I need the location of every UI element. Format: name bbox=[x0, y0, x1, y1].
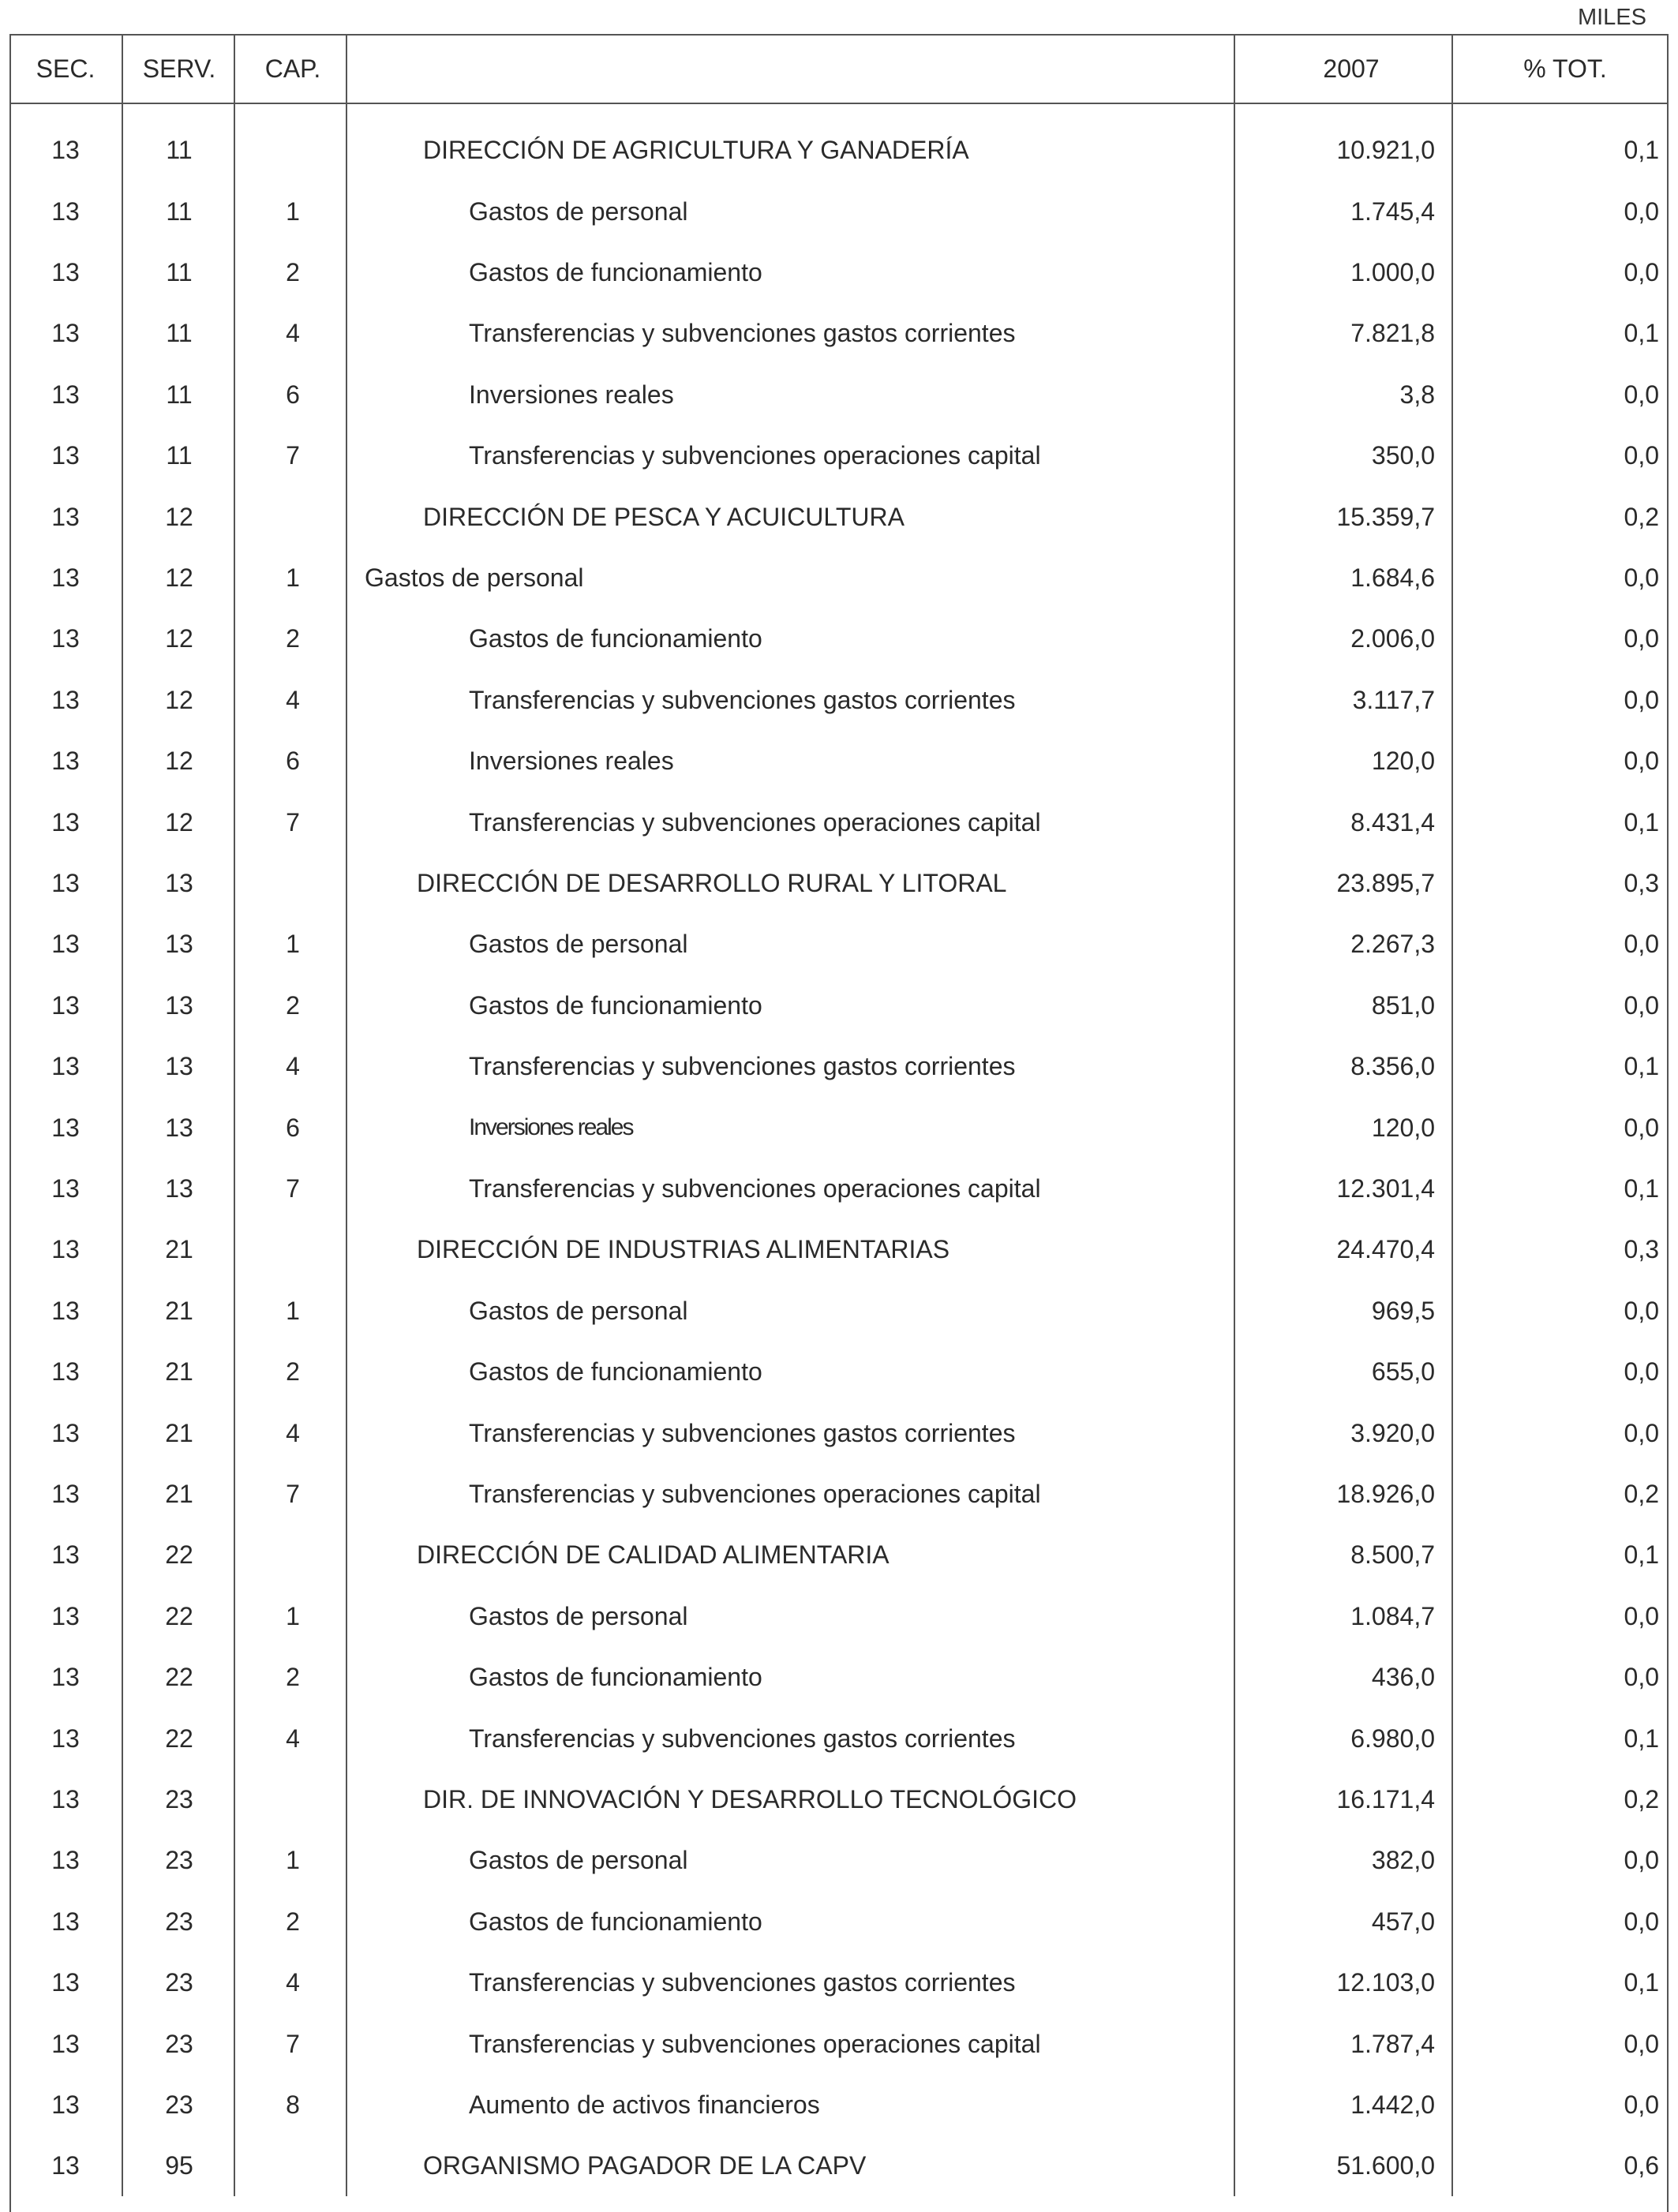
cell-cap: 7 bbox=[286, 2029, 300, 2058]
cell-percent: 0,0 bbox=[1624, 2090, 1659, 2119]
cell-serv: 13 bbox=[165, 868, 193, 897]
cell-description: Transferencias y subvenciones operaciones capital bbox=[469, 441, 1041, 470]
cell-cap: 1 bbox=[286, 1846, 300, 1875]
cell-percent: 0,1 bbox=[1624, 1968, 1659, 1997]
cell-amount: 24.470,4 bbox=[1336, 1235, 1435, 1264]
table-row bbox=[9, 486, 1669, 547]
cell-description: Gastos de personal bbox=[469, 196, 688, 226]
cell-description: Gastos de funcionamiento bbox=[469, 1663, 762, 1692]
cell-description: Transferencias y subvenciones gastos corrientes bbox=[469, 1418, 1016, 1447]
cell-description: ORGANISMO PAGADOR DE LA CAPV bbox=[423, 2151, 867, 2180]
cell-amount: 6.980,0 bbox=[1350, 1724, 1435, 1753]
cell-serv: 23 bbox=[165, 1846, 193, 1875]
cell-sec: 13 bbox=[51, 1540, 80, 1570]
cell-sec: 13 bbox=[51, 1357, 80, 1387]
cell-amount: 457,0 bbox=[1371, 1907, 1435, 1936]
cell-sec: 13 bbox=[51, 196, 80, 226]
cell-amount: 8.356,0 bbox=[1350, 1052, 1435, 1081]
table-row bbox=[9, 425, 1669, 486]
cell-cap: 7 bbox=[286, 807, 300, 837]
table-row bbox=[9, 1952, 1669, 2013]
cell-amount: 12.301,4 bbox=[1336, 1173, 1435, 1203]
cell-amount: 1.684,6 bbox=[1350, 563, 1435, 592]
cell-sec: 13 bbox=[51, 136, 80, 165]
cell-sec: 13 bbox=[51, 1479, 80, 1508]
table-row bbox=[9, 2075, 1669, 2135]
cell-serv: 12 bbox=[165, 502, 193, 531]
cell-amount: 8.431,4 bbox=[1350, 807, 1435, 837]
cell-description: Transferencias y subvenciones gastos corrientes bbox=[469, 685, 1016, 714]
cell-cap: 6 bbox=[286, 1113, 300, 1142]
cell-cap bbox=[237, 120, 349, 181]
cell-serv: 11 bbox=[166, 196, 193, 226]
header-pct: % TOT. bbox=[1523, 54, 1607, 83]
cell-percent: 0,0 bbox=[1624, 441, 1659, 470]
cell-sec: 13 bbox=[51, 2090, 80, 2119]
cell-percent: 0,1 bbox=[1624, 136, 1659, 165]
cell-cap: 6 bbox=[286, 747, 300, 776]
cell-amount: 1.000,0 bbox=[1350, 257, 1435, 286]
cell-sec: 13 bbox=[51, 380, 80, 409]
cell-serv: 11 bbox=[166, 441, 193, 470]
cell-description: Gastos de personal bbox=[365, 563, 584, 592]
cell-serv: 11 bbox=[166, 380, 193, 409]
cell-percent: 0,0 bbox=[1624, 1113, 1659, 1142]
cell-cap bbox=[237, 2135, 349, 2196]
table-row bbox=[9, 1158, 1669, 1219]
cell-percent: 0,0 bbox=[1624, 257, 1659, 286]
cell-amount: 51.600,0 bbox=[1336, 2151, 1435, 2180]
cell-description: Gastos de funcionamiento bbox=[469, 624, 762, 653]
cell-serv: 13 bbox=[165, 1173, 193, 1203]
cell-amount: 1.442,0 bbox=[1350, 2090, 1435, 2119]
cell-serv: 23 bbox=[165, 1784, 193, 1813]
table-row bbox=[9, 670, 1669, 731]
cell-sec: 13 bbox=[51, 930, 80, 959]
cell-amount: 851,0 bbox=[1371, 990, 1435, 1020]
cell-percent: 0,0 bbox=[1624, 1601, 1659, 1630]
cell-amount: 7.821,8 bbox=[1350, 319, 1435, 348]
cell-percent: 0,0 bbox=[1624, 380, 1659, 409]
cell-amount: 436,0 bbox=[1371, 1663, 1435, 1692]
cell-percent: 0,0 bbox=[1624, 1907, 1659, 1936]
cell-percent: 0,0 bbox=[1624, 2029, 1659, 2058]
cell-description: Gastos de personal bbox=[469, 930, 688, 959]
table-row bbox=[9, 1586, 1669, 1647]
table-row bbox=[9, 1830, 1669, 1891]
cell-sec: 13 bbox=[51, 1296, 80, 1325]
cell-cap: 4 bbox=[286, 319, 300, 348]
cell-amount: 8.500,7 bbox=[1350, 1540, 1435, 1570]
cell-description: Transferencias y subvenciones gastos corrientes bbox=[469, 1052, 1016, 1081]
cell-percent: 0,0 bbox=[1624, 1296, 1659, 1325]
table-row bbox=[9, 2135, 1669, 2196]
cell-description: Transferencias y subvenciones operaciones capital bbox=[469, 1173, 1041, 1203]
cell-amount: 1.787,4 bbox=[1350, 2029, 1435, 2058]
cell-sec: 13 bbox=[51, 2029, 80, 2058]
cell-cap: 4 bbox=[286, 1968, 300, 1997]
header-desc bbox=[350, 34, 1241, 103]
cell-cap: 8 bbox=[286, 2090, 300, 2119]
cell-cap: 7 bbox=[286, 1479, 300, 1508]
table-row bbox=[9, 1342, 1669, 1402]
cell-sec: 13 bbox=[51, 1907, 80, 1936]
cell-amount: 3.117,7 bbox=[1352, 685, 1435, 714]
table-row bbox=[9, 853, 1669, 914]
cell-sec: 13 bbox=[51, 807, 80, 837]
cell-cap: 1 bbox=[286, 930, 300, 959]
cell-description: Inversiones reales bbox=[469, 1114, 633, 1141]
cell-cap: 1 bbox=[286, 1601, 300, 1630]
table-row bbox=[9, 975, 1669, 1036]
header-sec: SEC. bbox=[36, 54, 96, 83]
cell-cap: 2 bbox=[286, 257, 300, 286]
table-row bbox=[9, 1036, 1669, 1097]
cell-sec: 13 bbox=[51, 2151, 80, 2180]
cell-description: Transferencias y subvenciones operaciones capital bbox=[469, 2029, 1041, 2058]
cell-amount: 3.920,0 bbox=[1350, 1418, 1435, 1447]
cell-percent: 0,0 bbox=[1624, 1357, 1659, 1387]
units-label: MILES bbox=[1577, 5, 1646, 30]
cell-sec: 13 bbox=[51, 868, 80, 897]
cell-cap: 2 bbox=[286, 624, 300, 653]
cell-sec: 13 bbox=[51, 319, 80, 348]
cell-amount: 10.921,0 bbox=[1336, 136, 1435, 165]
cell-amount: 18.926,0 bbox=[1336, 1479, 1435, 1508]
cell-amount: 12.103,0 bbox=[1336, 1968, 1435, 1997]
cell-cap: 2 bbox=[286, 990, 300, 1020]
cell-serv: 13 bbox=[165, 930, 193, 959]
cell-description: Gastos de funcionamiento bbox=[469, 257, 762, 286]
cell-amount: 2.267,3 bbox=[1350, 930, 1435, 959]
cell-serv: 21 bbox=[165, 1235, 193, 1264]
table-row bbox=[9, 242, 1669, 303]
cell-percent: 0,1 bbox=[1624, 807, 1659, 837]
cell-amount: 120,0 bbox=[1371, 1113, 1435, 1142]
cell-sec: 13 bbox=[51, 441, 80, 470]
cell-percent: 0,0 bbox=[1624, 990, 1659, 1020]
cell-description: DIRECCIÓN DE PESCA Y ACUICULTURA bbox=[423, 502, 905, 531]
cell-sec: 13 bbox=[51, 1113, 80, 1142]
cell-percent: 0,2 bbox=[1624, 1479, 1659, 1508]
table-row bbox=[9, 1647, 1669, 1708]
cell-amount: 1.084,7 bbox=[1350, 1601, 1435, 1630]
cell-sec: 13 bbox=[51, 1724, 80, 1753]
cell-cap: 1 bbox=[286, 563, 300, 592]
table-row bbox=[9, 2013, 1669, 2074]
table-row bbox=[9, 608, 1669, 669]
cell-serv: 23 bbox=[165, 2029, 193, 2058]
cell-serv: 23 bbox=[165, 1907, 193, 1936]
cell-description: DIRECCIÓN DE AGRICULTURA Y GANADERÍA bbox=[423, 136, 969, 165]
cell-serv: 22 bbox=[165, 1601, 193, 1630]
table-row bbox=[9, 1525, 1669, 1585]
table-row bbox=[9, 548, 1669, 608]
table-row bbox=[9, 120, 1669, 181]
cell-cap: 4 bbox=[286, 1052, 300, 1081]
cell-serv: 21 bbox=[165, 1357, 193, 1387]
cell-percent: 0,1 bbox=[1624, 1724, 1659, 1753]
cell-percent: 0,0 bbox=[1624, 563, 1659, 592]
cell-percent: 0,0 bbox=[1624, 685, 1659, 714]
cell-cap: 1 bbox=[286, 196, 300, 226]
cell-sec: 13 bbox=[51, 1235, 80, 1264]
cell-description: DIRECCIÓN DE INDUSTRIAS ALIMENTARIAS bbox=[417, 1235, 950, 1264]
cell-amount: 23.895,7 bbox=[1336, 868, 1435, 897]
cell-amount: 382,0 bbox=[1371, 1846, 1435, 1875]
cell-serv: 13 bbox=[165, 1052, 193, 1081]
cell-description: Inversiones reales bbox=[469, 380, 674, 409]
cell-cap bbox=[237, 1525, 349, 1585]
cell-amount: 15.359,7 bbox=[1336, 502, 1435, 531]
cell-serv: 13 bbox=[165, 990, 193, 1020]
cell-sec: 13 bbox=[51, 257, 80, 286]
cell-serv: 11 bbox=[166, 136, 193, 165]
cell-sec: 13 bbox=[51, 1418, 80, 1447]
cell-percent: 0,0 bbox=[1624, 1663, 1659, 1692]
table-row bbox=[9, 1892, 1669, 1952]
cell-cap: 7 bbox=[286, 441, 300, 470]
cell-cap bbox=[237, 1219, 349, 1280]
table-row bbox=[9, 1097, 1669, 1158]
cell-cap bbox=[237, 486, 349, 547]
cell-amount: 120,0 bbox=[1371, 747, 1435, 776]
cell-percent: 0,6 bbox=[1624, 2151, 1659, 2180]
cell-serv: 12 bbox=[165, 685, 193, 714]
cell-cap: 4 bbox=[286, 1724, 300, 1753]
cell-description: Transferencias y subvenciones gastos corrientes bbox=[469, 319, 1016, 348]
cell-sec: 13 bbox=[51, 1601, 80, 1630]
cell-amount: 1.745,4 bbox=[1350, 196, 1435, 226]
cell-percent: 0,3 bbox=[1624, 1235, 1659, 1264]
table-row bbox=[9, 365, 1669, 425]
cell-cap: 2 bbox=[286, 1907, 300, 1936]
cell-percent: 0,1 bbox=[1624, 319, 1659, 348]
cell-serv: 22 bbox=[165, 1663, 193, 1692]
table-row bbox=[9, 1464, 1669, 1525]
cell-serv: 12 bbox=[165, 624, 193, 653]
cell-description: Transferencias y subvenciones gastos corrientes bbox=[469, 1968, 1016, 1997]
cell-cap: 2 bbox=[286, 1663, 300, 1692]
cell-serv: 23 bbox=[165, 2090, 193, 2119]
cell-amount: 655,0 bbox=[1371, 1357, 1435, 1387]
cell-serv: 21 bbox=[165, 1418, 193, 1447]
table-row bbox=[9, 1708, 1669, 1768]
cell-cap bbox=[237, 853, 349, 914]
cell-description: DIRECCIÓN DE DESARROLLO RURAL Y LITORAL bbox=[417, 868, 1007, 897]
table-header bbox=[9, 34, 1669, 103]
cell-sec: 13 bbox=[51, 685, 80, 714]
table-row bbox=[9, 1769, 1669, 1830]
header-year: 2007 bbox=[1323, 54, 1380, 83]
cell-amount: 2.006,0 bbox=[1350, 624, 1435, 653]
cell-sec: 13 bbox=[51, 563, 80, 592]
cell-cap: 7 bbox=[286, 1173, 300, 1203]
cell-sec: 13 bbox=[51, 1968, 80, 1997]
cell-serv: 21 bbox=[165, 1479, 193, 1508]
cell-serv: 23 bbox=[165, 1968, 193, 1997]
cell-percent: 0,0 bbox=[1624, 1846, 1659, 1875]
table-row bbox=[9, 303, 1669, 364]
cell-sec: 13 bbox=[51, 990, 80, 1020]
cell-percent: 0,0 bbox=[1624, 196, 1659, 226]
cell-sec: 13 bbox=[51, 1663, 80, 1692]
cell-serv: 13 bbox=[165, 1113, 193, 1142]
header-serv: SERV. bbox=[142, 54, 216, 83]
cell-description: Transferencias y subvenciones gastos corrientes bbox=[469, 1724, 1016, 1753]
table-row bbox=[9, 914, 1669, 975]
cell-percent: 0,0 bbox=[1624, 747, 1659, 776]
cell-serv: 12 bbox=[165, 747, 193, 776]
header-cap: CAP. bbox=[264, 54, 321, 83]
cell-description: Gastos de personal bbox=[469, 1846, 688, 1875]
cell-cap: 2 bbox=[286, 1357, 300, 1387]
cell-cap: 4 bbox=[286, 1418, 300, 1447]
cell-serv: 21 bbox=[165, 1296, 193, 1325]
cell-percent: 0,1 bbox=[1624, 1540, 1659, 1570]
cell-serv: 12 bbox=[165, 563, 193, 592]
cell-percent: 0,2 bbox=[1624, 1784, 1659, 1813]
table-row bbox=[9, 1402, 1669, 1463]
cell-serv: 12 bbox=[165, 807, 193, 837]
cell-cap: 6 bbox=[286, 380, 300, 409]
cell-serv: 11 bbox=[166, 319, 193, 348]
cell-sec: 13 bbox=[51, 1784, 80, 1813]
cell-percent: 0,0 bbox=[1624, 930, 1659, 959]
cell-sec: 13 bbox=[51, 502, 80, 531]
cell-description: Gastos de funcionamiento bbox=[469, 1357, 762, 1387]
cell-description: Gastos de funcionamiento bbox=[469, 990, 762, 1020]
table-row bbox=[9, 1219, 1669, 1280]
cell-description: Inversiones reales bbox=[469, 747, 674, 776]
table-row bbox=[9, 1281, 1669, 1342]
cell-cap: 1 bbox=[286, 1296, 300, 1325]
cell-cap bbox=[237, 1769, 349, 1830]
cell-percent: 0,3 bbox=[1624, 868, 1659, 897]
cell-amount: 969,5 bbox=[1371, 1296, 1435, 1325]
cell-serv: 22 bbox=[165, 1540, 193, 1570]
cell-description: Transferencias y subvenciones operaciones capital bbox=[469, 1479, 1041, 1508]
cell-description: DIR. DE INNOVACIÓN Y DESARROLLO TECNOLÓGICO bbox=[423, 1784, 1077, 1813]
cell-sec: 13 bbox=[51, 624, 80, 653]
table-row bbox=[9, 181, 1669, 241]
cell-cap: 4 bbox=[286, 685, 300, 714]
cell-sec: 13 bbox=[51, 1846, 80, 1875]
cell-amount: 350,0 bbox=[1371, 441, 1435, 470]
cell-sec: 13 bbox=[51, 1052, 80, 1081]
cell-percent: 0,1 bbox=[1624, 1173, 1659, 1203]
cell-percent: 0,2 bbox=[1624, 502, 1659, 531]
cell-serv: 22 bbox=[165, 1724, 193, 1753]
cell-percent: 0,1 bbox=[1624, 1052, 1659, 1081]
table-row bbox=[9, 792, 1669, 852]
cell-description: DIRECCIÓN DE CALIDAD ALIMENTARIA bbox=[417, 1540, 890, 1570]
cell-amount: 3,8 bbox=[1399, 380, 1435, 409]
cell-description: Aumento de activos financieros bbox=[469, 2090, 820, 2119]
table-row bbox=[9, 731, 1669, 792]
cell-serv: 11 bbox=[166, 257, 193, 286]
cell-description: Transferencias y subvenciones operaciones capital bbox=[469, 807, 1041, 837]
cell-sec: 13 bbox=[51, 747, 80, 776]
cell-description: Gastos de funcionamiento bbox=[469, 1907, 762, 1936]
cell-description: Gastos de personal bbox=[469, 1296, 688, 1325]
cell-description: Gastos de personal bbox=[469, 1601, 688, 1630]
cell-serv: 95 bbox=[165, 2151, 193, 2180]
cell-sec: 13 bbox=[51, 1173, 80, 1203]
cell-amount: 16.171,4 bbox=[1336, 1784, 1435, 1813]
cell-percent: 0,0 bbox=[1624, 624, 1659, 653]
cell-percent: 0,0 bbox=[1624, 1418, 1659, 1447]
